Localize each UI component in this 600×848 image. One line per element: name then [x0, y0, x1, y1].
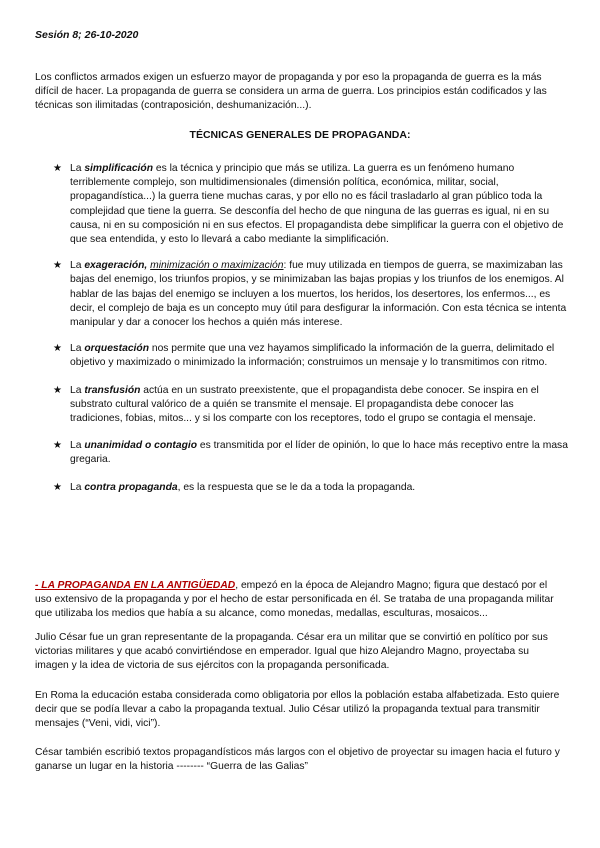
- list-item: [53, 259, 568, 330]
- star-icon: ★: [53, 481, 62, 493]
- technique-text: es transmitida por el líder de opinión, lo que lo hace más receptivo entre la masa gregaria.: [70, 440, 568, 466]
- technique-text: nos permite que una vez hayamos simplificado la información de la guerra, delimitado el objetivo y maximizado o minimizado la información; construimos un mensaje y lo transmitimos con ritmo.: [70, 343, 555, 369]
- item-lead: La: [70, 343, 85, 355]
- technique-text: es la técnica y principio que más se utiliza. La guerra es un fenómeno humano terriblemente complejo, son multidimensionales (dimensión política, económica, militar, social, propagandística...) la guerra tiene muchas caras, y por ello no es fácil trasladarlo al gran público toda la complejidad que tiene la guerra. Se desconfía del hecho de que ninguna de las guerras es igual, ni en su causa, ni en su composición ni en sus efectos. El propagandista debe simplificar la guerra con el objetivo de que sea entendida, y esto lo llevará a cabo mediante la simplificación.: [70, 163, 564, 246]
- section-heading: TÉCNICAS GENERALES DE PROPAGANDA:: [189, 129, 411, 141]
- star-icon: ★: [53, 260, 62, 272]
- session-date: Sesión 8; 26-10-2020: [35, 29, 139, 41]
- list-item: [53, 481, 568, 495]
- technique-term: exageración,: [84, 260, 148, 272]
- body-paragraph: César también escribió textos propagandísticos más largos con el objetivo de proyectar su imagen hacia el futuro y ganarse un lugar en la historia -------- “Guerra de las Galias”: [35, 747, 560, 773]
- item-lead: La: [70, 163, 85, 174]
- technique-term: contra propaganda: [84, 481, 178, 493]
- techniques-list: [53, 162, 568, 495]
- list-item: [53, 162, 568, 247]
- antiquity-paragraph: [35, 579, 565, 622]
- list-item: [53, 342, 568, 370]
- body-paragraph: Julio César fue un gran representante de la propaganda. César era un militar que se convirtió en político por sus victorias militares y que acabó convirtiéndose en emperador. Igual que hizo Alejandro Magno, proyectaba su imagen y la idea de victoria de sus ejércitos con la propaganda personificada.: [35, 632, 548, 672]
- technique-term: simplificación: [84, 163, 153, 174]
- list-item: [53, 384, 568, 427]
- body-paragraph: En Roma la educación estaba considerada como obligatoria por ellos la población estaba alfabetizada. Esto quiere decir que se podía llevar a cabo la propaganda textual. Julio César utilizó la propaganda textual para transmitir mensajes (“Veni, vidi, vici”).: [35, 690, 560, 730]
- technique-term-secondary: minimización o maximización: [150, 260, 284, 272]
- intro-paragraph: Los conflictos armados exigen un esfuerzo mayor de propaganda y por eso la propaganda de guerra es la más difícil de hacer. La propaganda de guerra se considera un arma de guerra. Los principios están codificados y las técnicas son ilimitadas (contraposición, deshumanización...).: [35, 72, 547, 111]
- star-icon: ★: [53, 163, 62, 174]
- technique-term: transfusión: [84, 384, 141, 396]
- list-item: [53, 439, 568, 467]
- technique-text: actúa en un sustrato preexistente, que el propagandista debe conocer. Se inspira en el substrato cultural valórico de a quién se transmite el mensaje. El propagandista debe conocer las tradiciones, fobias, mitos... y si los comparte con los receptores, todo el grupo se contagia el mensaje.: [70, 384, 539, 425]
- antiquity-title: - LA PROPAGANDA EN LA ANTIGÜEDAD: [35, 580, 236, 591]
- antiquity-text: , empezó en la época de Alejandro Magno; figura que destacó por el uso extensivo de la propaganda y por el hecho de estar personificada en él. Se trataba de una propaganda militar que utilizaba los medios que había a su alcance, como monedas, medallas, esculturas, mosaicos...: [35, 580, 554, 620]
- item-lead: La: [70, 440, 85, 452]
- technique-term: orquestación: [84, 343, 149, 355]
- technique-text: : fue muy utilizada en tiempos de guerra, se maximizaban las bajas del enemigo, los triunfos propios, y se minimizaban las bajas propias y los triunfos de los enemigos. Al hablar de las bajas del enemigo se incluyen a los muertos, los heridos, los desertores, los enfermos..., es decir, el complejo de baja es un concepto muy útil para desfigurar la información. Con esta técnica se intenta manipular y dar a conocer los hechos a quién más interese.: [70, 260, 567, 329]
- star-icon: ★: [53, 384, 62, 396]
- star-icon: ★: [53, 343, 62, 355]
- item-lead: La: [70, 481, 85, 493]
- item-lead: La: [70, 384, 85, 396]
- star-icon: ★: [53, 440, 62, 452]
- technique-text: , es la respuesta que se le da a toda la propaganda.: [177, 481, 416, 493]
- item-lead: La: [70, 260, 85, 272]
- technique-term: unanimidad o contagio: [84, 440, 198, 452]
